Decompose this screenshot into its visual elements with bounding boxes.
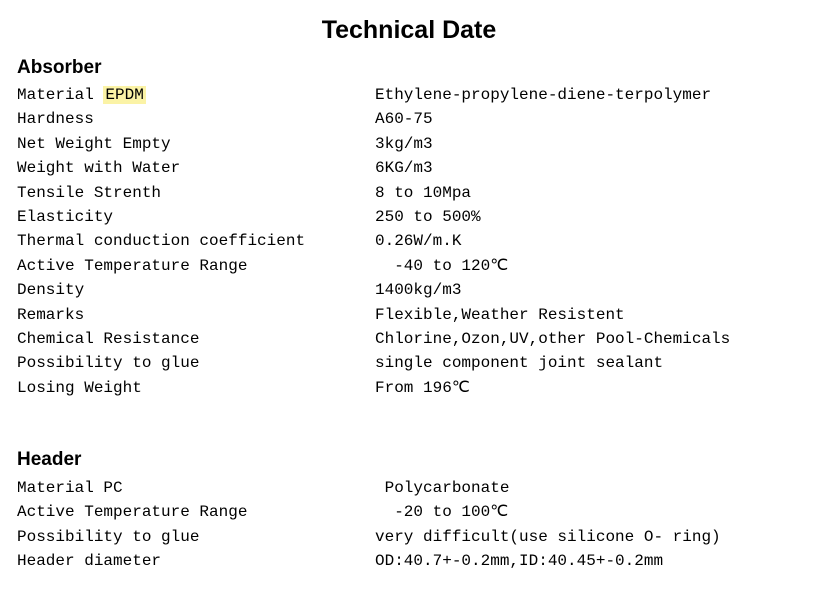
spec-label: Active Temperature Range xyxy=(17,503,248,522)
spec-value: 250 to 500% xyxy=(375,207,481,226)
spec-row xyxy=(17,205,807,229)
spec-label: Remarks xyxy=(17,305,85,324)
spec-label: Active Temperature Range xyxy=(17,256,248,275)
spec-value: Chlorine,Ozon,UV,other Pool-Chemicals xyxy=(375,329,731,348)
spec-value: very difficult(use silicone O- ring) xyxy=(375,527,721,546)
spec-value: -20 to 100℃ xyxy=(375,503,509,522)
spec-label: Tensile Strenth xyxy=(17,183,162,202)
header-heading: Header xyxy=(17,449,82,470)
spec-label: Elasticity xyxy=(17,207,114,226)
spec-value: A60-75 xyxy=(375,110,433,129)
spec-label: Thermal conduction coefficient xyxy=(17,232,306,251)
page-title: Technical Date xyxy=(321,16,497,44)
spec-row xyxy=(17,132,807,156)
spec-label: Hardness xyxy=(17,110,94,129)
spec-row xyxy=(17,376,807,400)
spec-value: 3kg/m3 xyxy=(375,134,433,153)
spec-row xyxy=(17,525,807,549)
spec-row xyxy=(17,476,807,500)
spec-value: 1400kg/m3 xyxy=(375,281,462,300)
spec-value: 0.26W/m.K xyxy=(375,232,462,251)
spec-row xyxy=(17,107,807,131)
spec-label: Possibility to glue xyxy=(17,354,200,373)
spec-row xyxy=(17,278,807,302)
spec-value: -40 to 120℃ xyxy=(375,256,509,275)
spec-value: Flexible,Weather Resistent xyxy=(375,305,625,324)
absorber-spec-list xyxy=(17,83,807,400)
spec-row xyxy=(17,303,807,327)
spec-label: Header diameter xyxy=(17,552,162,571)
spec-value: From 196℃ xyxy=(375,378,470,397)
spec-value: 6KG/m3 xyxy=(375,159,433,178)
spec-row xyxy=(17,351,807,375)
spec-value: Ethylene-propylene-diene-terpolymer xyxy=(375,86,712,104)
spec-label: Possibility to glue xyxy=(17,527,200,546)
spec-label: Losing Weight xyxy=(17,378,142,397)
spec-row xyxy=(17,156,807,180)
spec-row-material xyxy=(17,83,807,107)
spec-label: Weight with Water xyxy=(17,159,181,178)
spec-row xyxy=(17,500,807,524)
spec-row xyxy=(17,549,807,573)
spec-row xyxy=(17,254,807,278)
epdm-highlight: EPDM xyxy=(105,86,144,104)
spec-label: Chemical Resistance xyxy=(17,329,200,348)
spec-value: 8 to 10Mpa xyxy=(375,183,472,202)
spec-row xyxy=(17,327,807,351)
spec-label: Material PC xyxy=(17,479,123,497)
spec-label: Density xyxy=(17,281,85,300)
spec-row xyxy=(17,181,807,205)
spec-label: Net Weight Empty xyxy=(17,134,171,153)
spec-value: single component joint sealant xyxy=(375,354,664,373)
spec-value: Polycarbonate xyxy=(375,479,510,497)
absorber-heading: Absorber xyxy=(17,57,102,78)
header-spec-list xyxy=(17,476,807,574)
spec-row xyxy=(17,229,807,253)
spec-value: OD:40.7+-0.2mm,ID:40.45+-0.2mm xyxy=(375,552,664,571)
spec-label: Material EPDM xyxy=(17,86,144,104)
